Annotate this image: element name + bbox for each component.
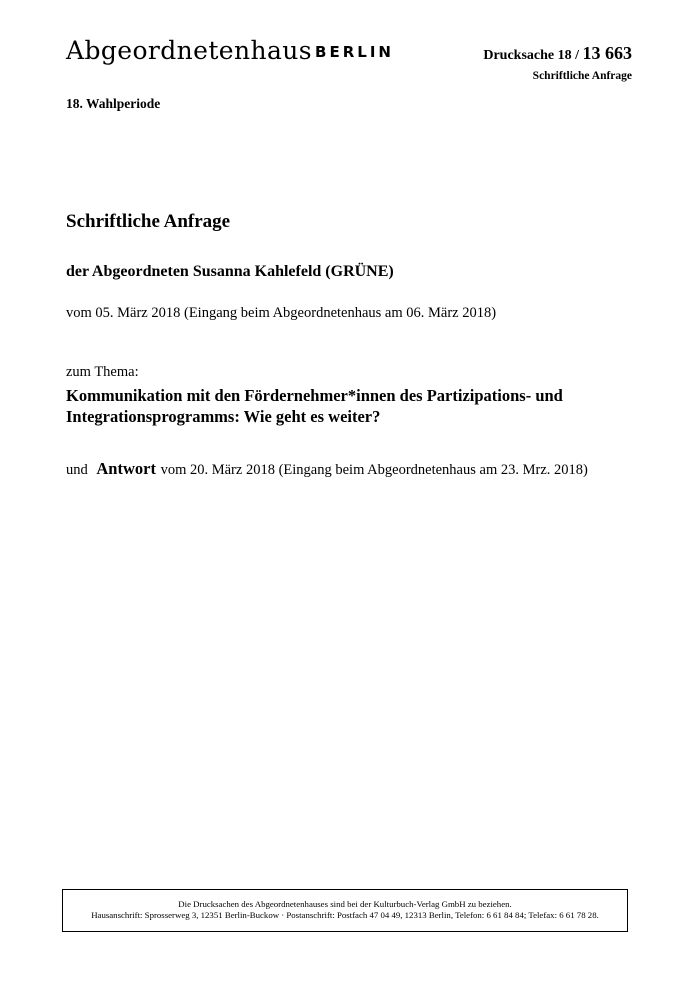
author-line: der Abgeordneten Susanna Kahlefeld (GRÜNE) — [66, 263, 394, 280]
topic-label: zum Thema: — [66, 364, 139, 380]
answer-prefix: und — [66, 462, 88, 478]
drucksache-line — [483, 42, 632, 65]
footer-box — [62, 889, 628, 932]
footer-line-publisher: Die Drucksachen des Abgeordnetenhauses sind bei der Kulturbuch-Verlag GmbH zu beziehen. — [178, 899, 512, 909]
topic-title: Kommunikation mit den Fördernehmer*innen des Partizipations- und Integrationsprogramms: Wie geht es weiter? — [66, 386, 563, 426]
answer-word: Antwort — [96, 459, 156, 478]
drucksache-number: 13 663 — [582, 43, 632, 63]
document-type-title: Schriftliche Anfrage — [66, 211, 231, 232]
parliament-logo — [66, 38, 394, 63]
submission-dates: vom 05. März 2018 (Eingang beim Abgeordnetenhaus am 06. März 2018) — [66, 305, 497, 321]
footer-line-address: Hausanschrift: Sprosserweg 3, 12351 Berlin-Buckow · Postanschrift: Postfach 47 04 49, 12313 Berlin, Telefon: 6 61 84 84; Telefax: 6 61 78 28. — [91, 910, 599, 920]
legislative-period: 18. Wahlperiode — [66, 96, 161, 111]
drucksache-label: Drucksache 18 / — [483, 48, 579, 63]
answer-line — [66, 459, 588, 479]
document-type-small: Schriftliche Anfrage — [532, 69, 632, 82]
logo-org-name: Abgeordnetenhaus — [66, 36, 313, 65]
logo-city-name: BERLIN — [315, 43, 394, 61]
document-reference — [483, 42, 632, 83]
answer-dates: vom 20. März 2018 (Eingang beim Abgeordnetenhaus am 23. Mrz. 2018) — [160, 462, 588, 478]
